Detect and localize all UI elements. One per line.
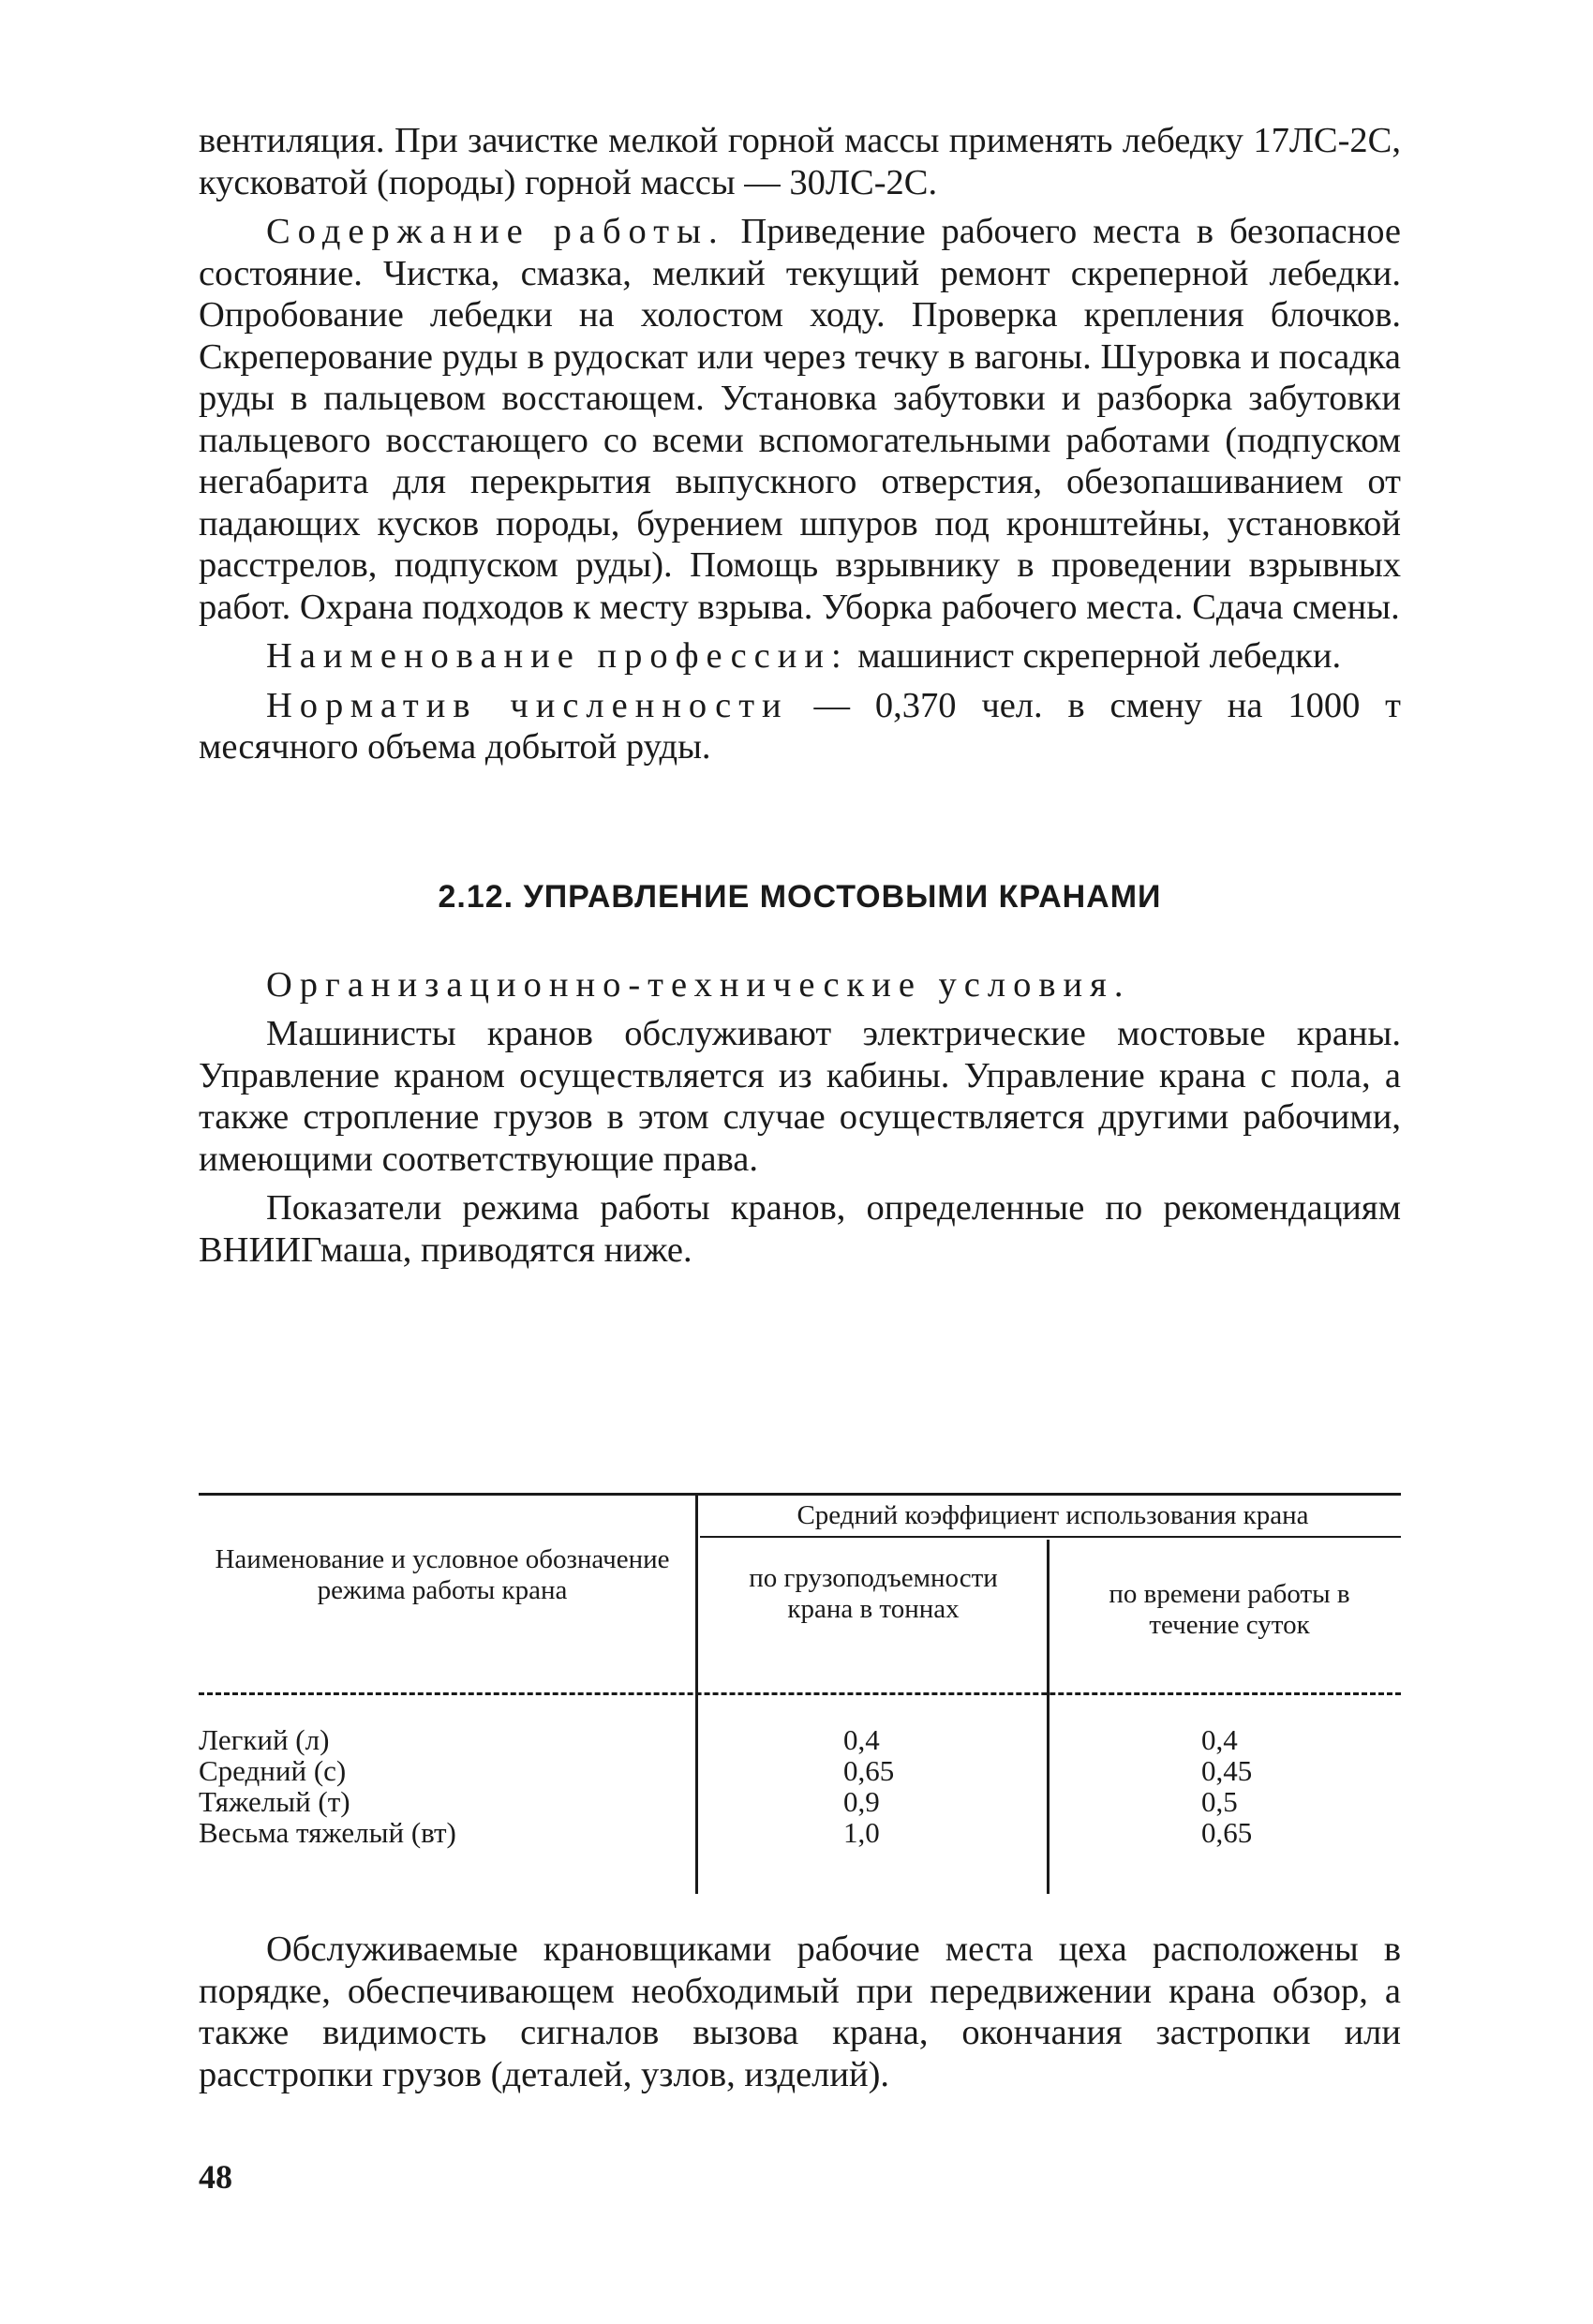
cell-load: 0,4 xyxy=(843,1723,880,1756)
cell-load: 0,9 xyxy=(843,1785,880,1818)
paragraph-org-conditions xyxy=(199,964,1401,1006)
row-label: Тяжелый (т) xyxy=(199,1785,350,1818)
cell-time: 0,65 xyxy=(1201,1816,1253,1849)
row-labels-column xyxy=(199,1724,456,1848)
page-body-after-table xyxy=(199,1929,1401,2103)
table-top-border xyxy=(199,1493,1401,1496)
cell-time: 0,45 xyxy=(1201,1754,1253,1787)
section-heading: 2.12. УПРАВЛЕНИЕ МОСТОВЫМИ КРАНАМИ xyxy=(438,878,1162,915)
paragraph-text: Машинисты кранов обслуживают электрические мостовые краны. Управление краном осуществляется из кабины. Управление крана с пола, а также стропление грузов в этом случае осуществляется другими рабочими, имеющими соответствующие права. xyxy=(199,1014,1401,1179)
cell-load: 1,0 xyxy=(843,1816,880,1849)
paragraph-lead: Содержание работы. xyxy=(266,212,725,251)
table-col-divider-2 xyxy=(1047,1540,1050,1894)
group-header-usage-coefficient: Средний коэффициент использования крана xyxy=(796,1500,1309,1530)
col-header-by-time: по времени работы в течение суток xyxy=(1109,1579,1350,1640)
crane-mode-table xyxy=(199,1493,1401,1900)
table-col-divider-1 xyxy=(695,1493,698,1894)
load-values-column xyxy=(843,1724,894,1848)
col-header-mode-name: Наименование и условное обозначение режима работы крана xyxy=(215,1544,670,1605)
table-header-border xyxy=(199,1692,1401,1695)
row-label: Легкий (л) xyxy=(199,1723,330,1756)
page-number: 48 xyxy=(199,2158,232,2196)
paragraph-text: машинист скреперной лебедки. xyxy=(848,636,1342,676)
paragraph-norm xyxy=(199,685,1401,768)
col-header-by-load: по грузоподъемности крана в тоннах xyxy=(749,1563,998,1624)
paragraph-work-content xyxy=(199,211,1401,628)
time-values-column xyxy=(1201,1724,1252,1848)
paragraph-text: Приведение рабочего места в безопасное состояние. Чистка, смазка, мелкий текущий ремонт скреперной лебедки. Опробование лебедки на холостом ходу. Проверка крепления блочков. Скреперование руды в рудоскат или через течку в вагоны. Шуровка и посадка руды в пальцевом восстающем. Установка забутовки и разборка забутовки пальцевого восстающего со всеми вспомогательными работами (подпуском негабарита для перекрытия выпускного отверстия, обезопашиванием от падающих кусков породы, бурением шпуров под кронштейны, установкой расстрелов, подпуском руды). Помощь взрывнику в проведении взрывных работ. Охрана подходов к месту взрыва. Уборка рабочего места. Сдача смены. xyxy=(199,212,1402,627)
paragraph-lead: Организационно-технические условия. xyxy=(266,964,1131,1005)
cell-load: 0,65 xyxy=(843,1754,895,1787)
paragraph-indicators xyxy=(199,1187,1401,1271)
paragraph-ventilation xyxy=(199,120,1401,203)
paragraph-text: Показатели режима работы кранов, определенные по рекомендациям ВНИИГмаша, приводятся ниже. xyxy=(199,1188,1401,1270)
paragraph-lead: Норматив численности xyxy=(266,685,789,725)
row-label: Весьма тяжелый (вт) xyxy=(199,1816,456,1849)
row-label: Средний (с) xyxy=(199,1754,347,1787)
paragraph-workplaces: Обслуживаемые крановщиками рабочие места цеха расположены в порядке, обеспечивающем необходимый при передвижении крана обзор, а также видимость сигналов вызова крана, окончания застропки или расстропки грузов (деталей, узлов, изделий). xyxy=(199,1929,1401,2094)
table-group-underline xyxy=(700,1536,1401,1538)
paragraph-text: — 0,370 чел. в смену на 1000 т месячного объема добытой руды. xyxy=(199,685,1401,767)
paragraph-profession xyxy=(199,635,1401,678)
cell-time: 0,4 xyxy=(1201,1723,1238,1756)
page-body xyxy=(199,120,1401,1278)
paragraph-text: вентиляция. При зачистке мелкой горной массы применять лебедку 17ЛС-2С, кусковатой (породы) горной массы — 30ЛС-2С. xyxy=(199,121,1401,202)
paragraph-crane-operators xyxy=(199,1013,1401,1180)
cell-time: 0,5 xyxy=(1201,1785,1238,1818)
paragraph-lead: Наименование профессии: xyxy=(266,636,849,676)
